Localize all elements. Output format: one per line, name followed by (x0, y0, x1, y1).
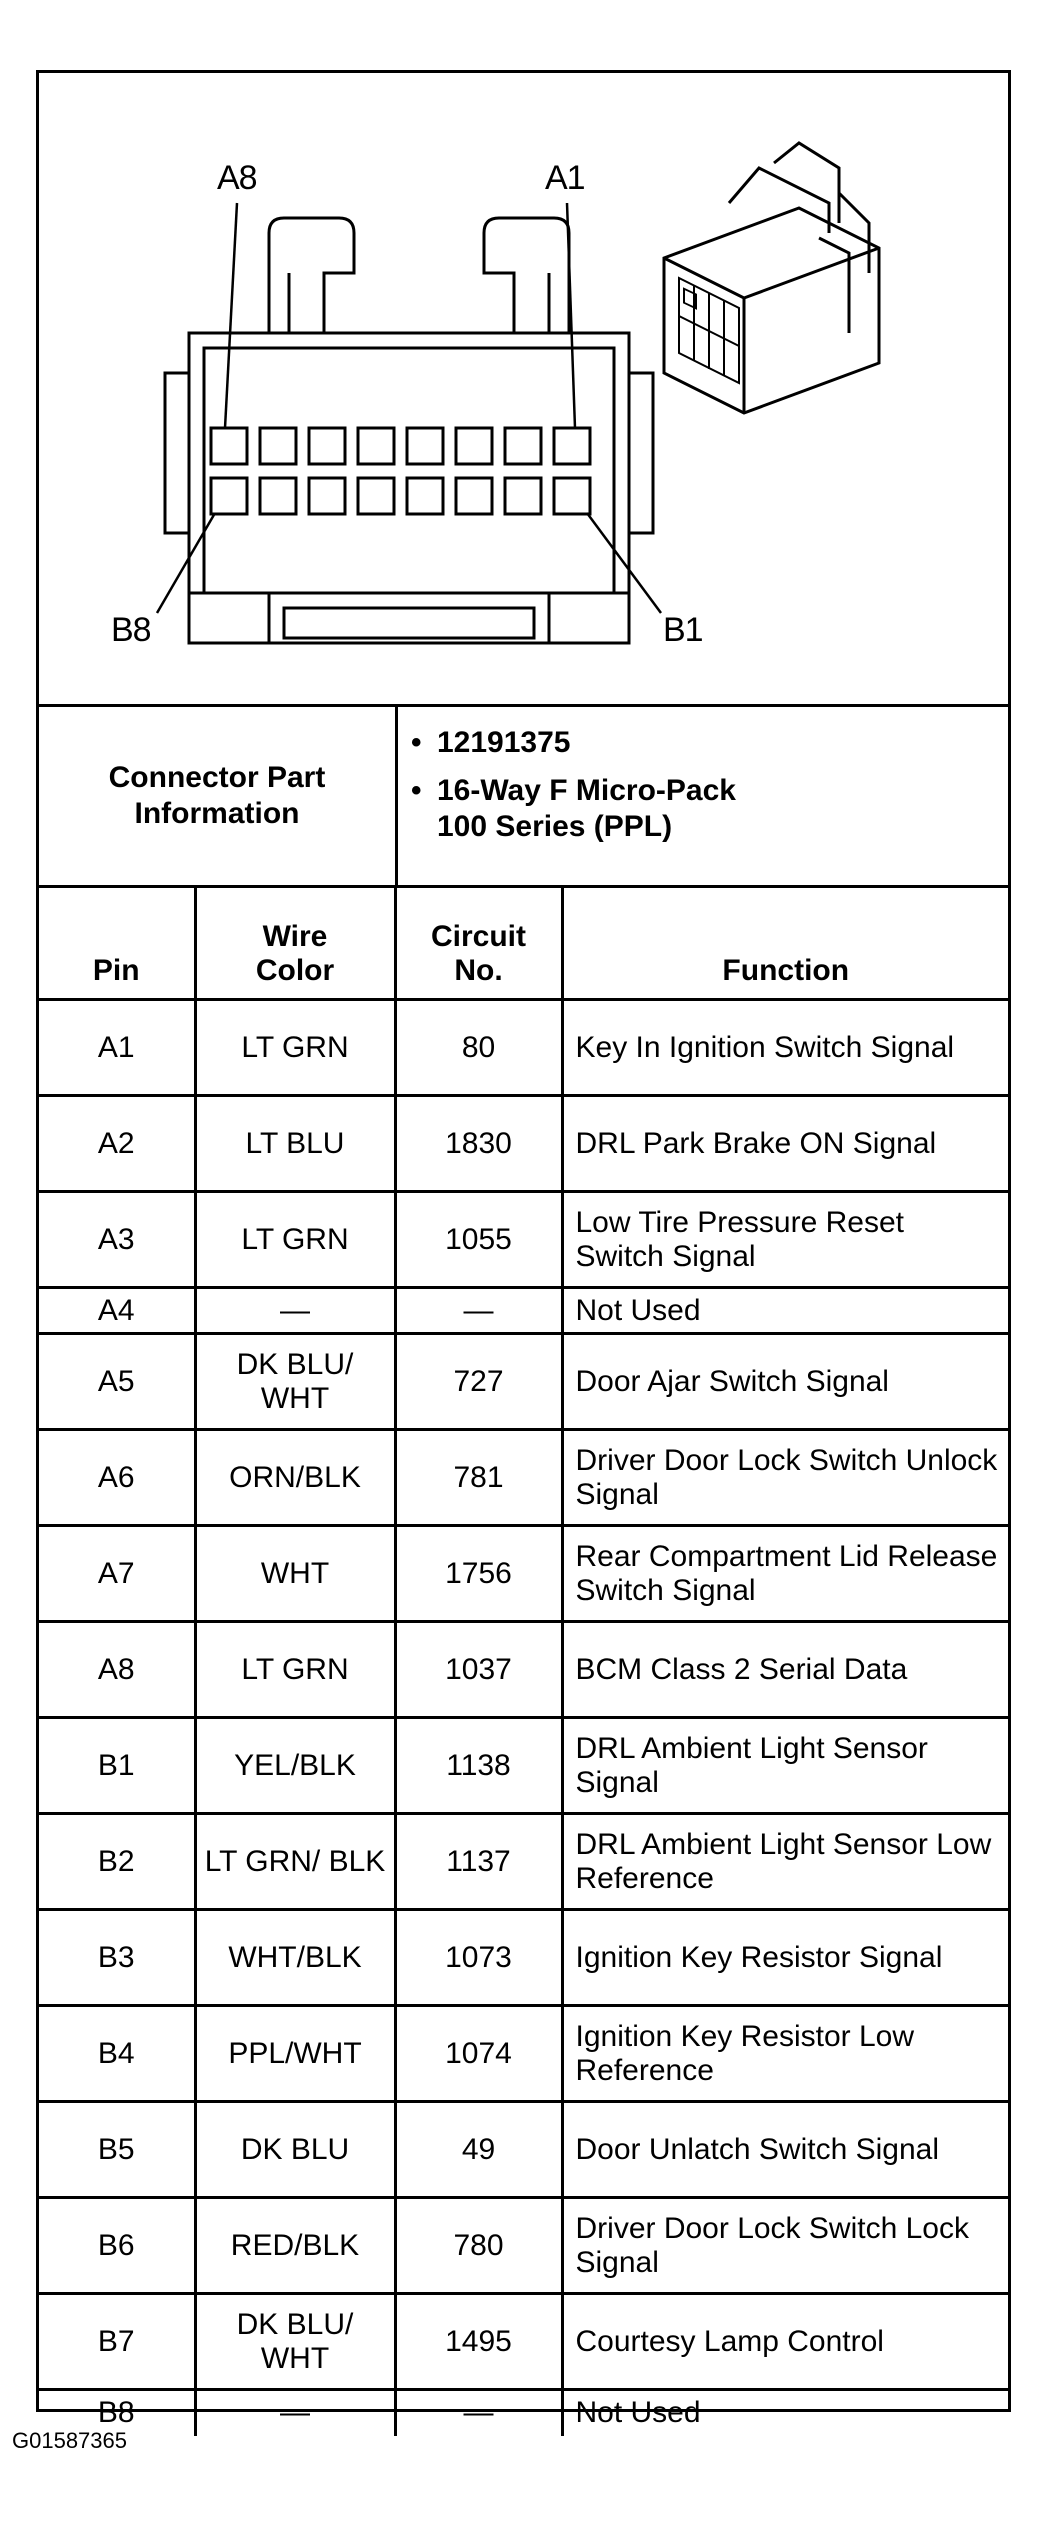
label-b1: B1 (663, 611, 703, 649)
cell-circuit-no: 1756 (395, 1526, 562, 1622)
cell-wire-color: LT GRN/ BLK (195, 1814, 395, 1910)
cell-circuit-no: 1830 (395, 1096, 562, 1192)
cell-circuit-no: 1074 (395, 2006, 562, 2102)
header-circuit-no: Circuit No. (395, 888, 562, 1000)
cell-function: Not Used (562, 1288, 1008, 1334)
pinout-table (39, 888, 1008, 2436)
table-row (39, 1096, 1008, 1192)
part-info-header: Connector Part Information (39, 707, 398, 885)
cell-circuit-no: — (395, 1288, 562, 1334)
cell-wire-color: — (195, 1288, 395, 1334)
table-row (39, 1334, 1008, 1430)
cell-function: Ignition Key Resistor Signal (562, 1910, 1008, 2006)
header-wire-color: Wire Color (195, 888, 395, 1000)
cell-circuit-no: 49 (395, 2102, 562, 2198)
cell-wire-color: WHT/BLK (195, 1910, 395, 2006)
cell-function: DRL Park Brake ON Signal (562, 1096, 1008, 1192)
table-row (39, 2390, 1008, 2436)
cell-circuit-no: 780 (395, 2198, 562, 2294)
table-row (39, 1814, 1008, 1910)
table-row (39, 2294, 1008, 2390)
cell-pin: B4 (39, 2006, 195, 2102)
cell-wire-color: DK BLU/ WHT (195, 1334, 395, 1430)
cell-function: Low Tire Pressure Reset Switch Signal (562, 1192, 1008, 1288)
cell-circuit-no: 781 (395, 1430, 562, 1526)
cell-function: BCM Class 2 Serial Data (562, 1622, 1008, 1718)
cell-pin: A6 (39, 1430, 195, 1526)
table-row (39, 1430, 1008, 1526)
label-a8: A8 (217, 159, 257, 197)
connector-face-drawing (39, 73, 1008, 704)
cell-wire-color: ORN/BLK (195, 1430, 395, 1526)
part-description-line1: 16-Way F Micro-Pack (437, 774, 736, 807)
cell-wire-color: LT GRN (195, 1622, 395, 1718)
cell-pin: A7 (39, 1526, 195, 1622)
cell-wire-color: PPL/WHT (195, 2006, 395, 2102)
cell-pin: B3 (39, 1910, 195, 2006)
connector-sheet (36, 70, 1011, 2430)
cell-pin: A8 (39, 1622, 195, 1718)
table-row (39, 2006, 1008, 2102)
cell-function: Not Used (562, 2390, 1008, 2436)
cell-pin: B8 (39, 2390, 195, 2436)
cell-pin: A1 (39, 1000, 195, 1096)
part-description-line2: 100 Series (PPL) (437, 810, 673, 843)
cell-function: Rear Compartment Lid Release Switch Signal (562, 1526, 1008, 1622)
table-row (39, 1288, 1008, 1334)
connector-part-info (39, 707, 1008, 888)
cell-circuit-no: 727 (395, 1334, 562, 1430)
cell-circuit-no: — (395, 2390, 562, 2436)
cell-pin: B6 (39, 2198, 195, 2294)
cell-circuit-no: 1037 (395, 1622, 562, 1718)
cell-pin: B1 (39, 1718, 195, 1814)
cell-function: Courtesy Lamp Control (562, 2294, 1008, 2390)
part-number-item: • 12191375 (411, 726, 571, 759)
cell-wire-color: LT BLU (195, 1096, 395, 1192)
table-row (39, 1526, 1008, 1622)
cell-wire-color: RED/BLK (195, 2198, 395, 2294)
cell-circuit-no: 1073 (395, 1910, 562, 2006)
cell-circuit-no: 1138 (395, 1718, 562, 1814)
cell-pin: B7 (39, 2294, 195, 2390)
cell-circuit-no: 1137 (395, 1814, 562, 1910)
cell-wire-color: YEL/BLK (195, 1718, 395, 1814)
cell-function: Key In Ignition Switch Signal (562, 1000, 1008, 1096)
part-number: 12191375 (437, 726, 571, 759)
table-row (39, 1000, 1008, 1096)
cell-circuit-no: 80 (395, 1000, 562, 1096)
cell-wire-color: DK BLU (195, 2102, 395, 2198)
cell-pin: A3 (39, 1192, 195, 1288)
label-b8: B8 (111, 611, 151, 649)
cell-pin: B2 (39, 1814, 195, 1910)
cell-wire-color: WHT (195, 1526, 395, 1622)
cell-function: Ignition Key Resistor Low Reference (562, 2006, 1008, 2102)
label-a1: A1 (545, 159, 585, 197)
cell-wire-color: — (195, 2390, 395, 2436)
cell-pin: A2 (39, 1096, 195, 1192)
figure-code: G01587365 (12, 2428, 127, 2453)
pinout-rows (39, 1000, 1008, 2436)
header-function: Function (562, 888, 1008, 1000)
table-row (39, 2102, 1008, 2198)
cell-wire-color: LT GRN (195, 1000, 395, 1096)
connector-diagram (39, 73, 1008, 707)
header-pin: Pin (39, 888, 195, 1000)
part-description-item: • 16-Way F Micro-Pack 100 Series (PPL) (411, 774, 736, 843)
table-row (39, 1910, 1008, 2006)
cell-circuit-no: 1495 (395, 2294, 562, 2390)
table-row (39, 1718, 1008, 1814)
cell-function: Door Unlatch Switch Signal (562, 2102, 1008, 2198)
cell-function: DRL Ambient Light Sensor Signal (562, 1718, 1008, 1814)
part-info-details (411, 725, 736, 857)
cell-pin: A5 (39, 1334, 195, 1430)
table-header-row (39, 888, 1008, 1000)
cell-wire-color: LT GRN (195, 1192, 395, 1288)
cell-wire-color: DK BLU/ WHT (195, 2294, 395, 2390)
table-row (39, 2198, 1008, 2294)
cell-function: Driver Door Lock Switch Unlock Signal (562, 1430, 1008, 1526)
cell-function: Door Ajar Switch Signal (562, 1334, 1008, 1430)
cell-function: Driver Door Lock Switch Lock Signal (562, 2198, 1008, 2294)
table-row (39, 1622, 1008, 1718)
cell-circuit-no: 1055 (395, 1192, 562, 1288)
cell-pin: A4 (39, 1288, 195, 1334)
table-row (39, 1192, 1008, 1288)
cell-pin: B5 (39, 2102, 195, 2198)
cell-function: DRL Ambient Light Sensor Low Reference (562, 1814, 1008, 1910)
